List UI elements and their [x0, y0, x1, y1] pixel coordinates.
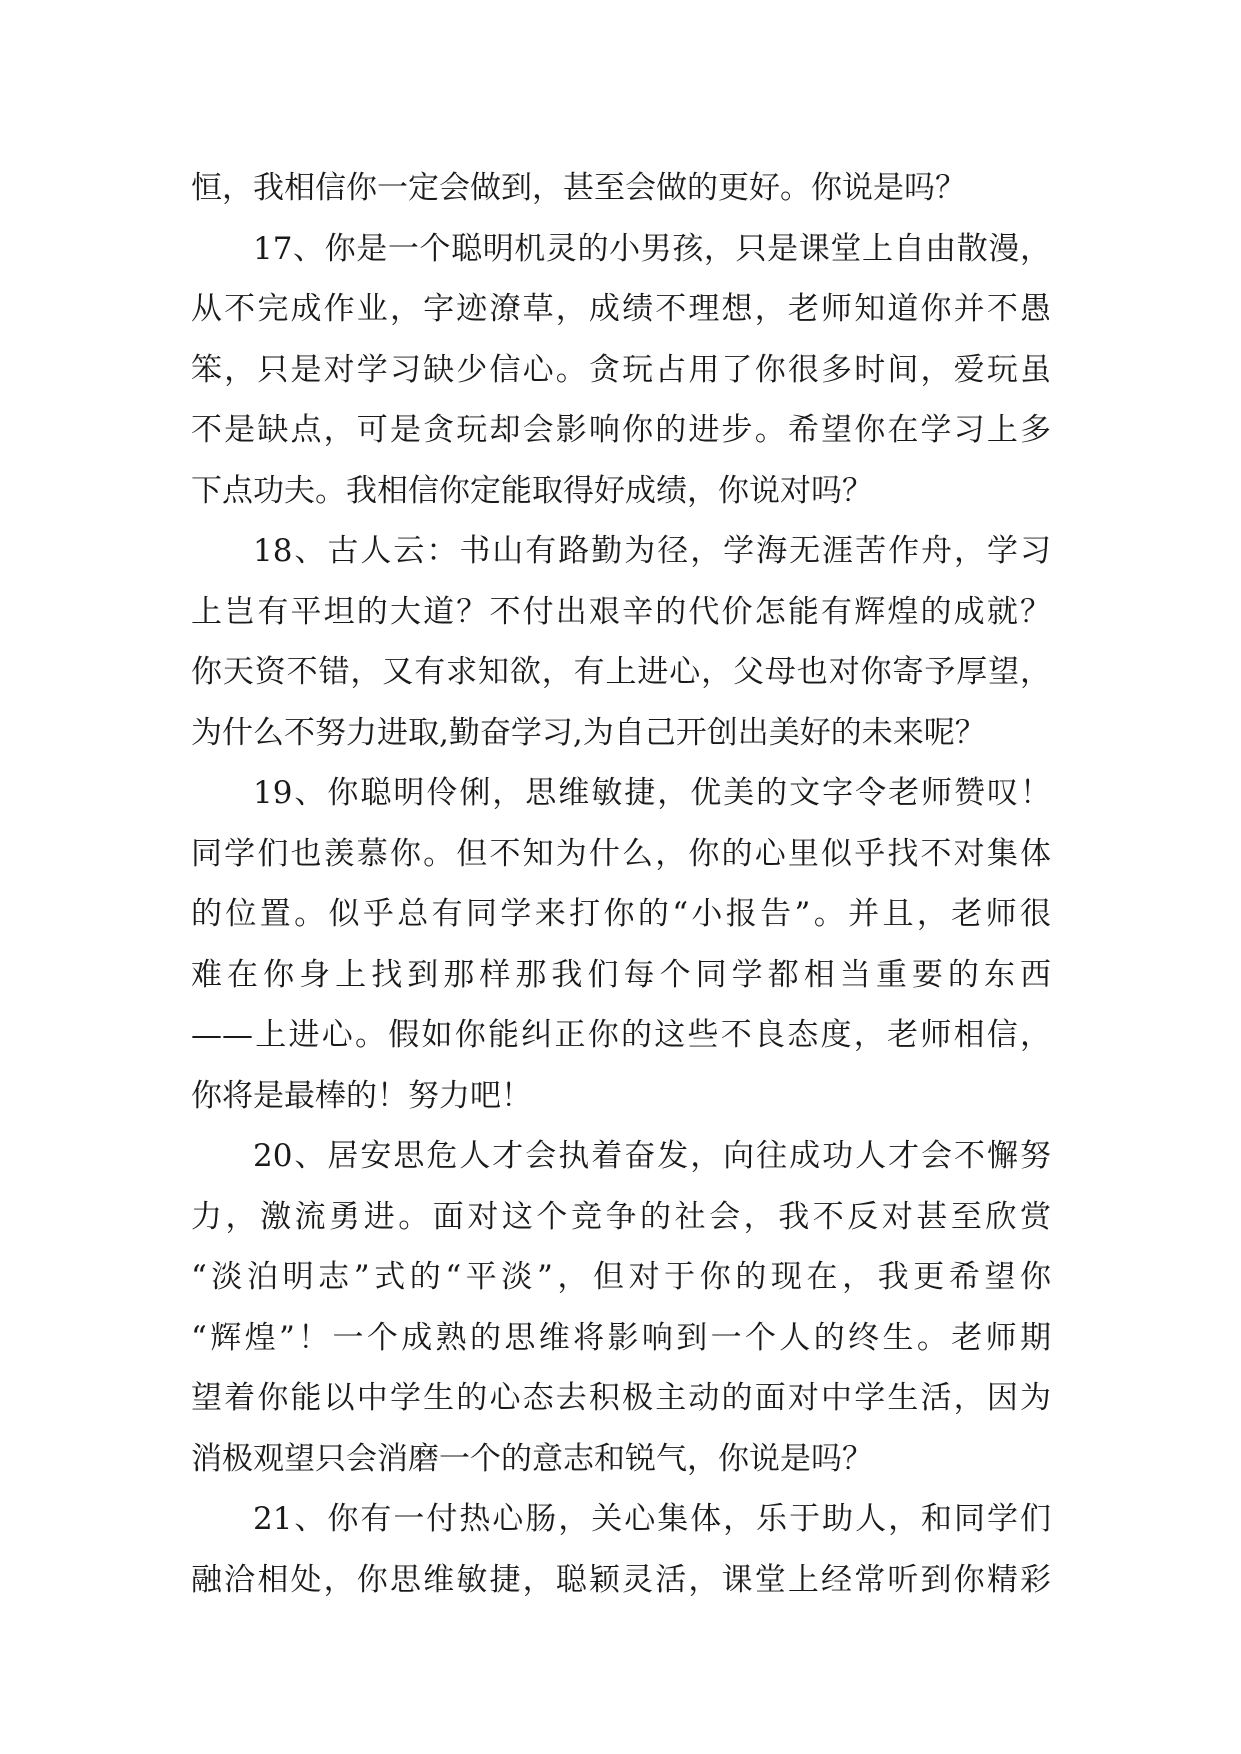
document-page — [191, 158, 1051, 1610]
text-line: ——上进心。假如你能纠正你的这些不良态度，老师相信， — [191, 1017, 1051, 1053]
text-line: 同学们也羡慕你。但不知为什么，你的心里似乎找不对集体 — [191, 835, 1051, 872]
text-line: 恒，我相信你一定会做到，甚至会做的更好。你说是吗？ — [191, 170, 966, 206]
text-line: 融洽相处，你思维敏捷，聪颖灵活，课堂上经常听到你精彩 — [191, 1561, 1051, 1598]
text-line: 你将是最棒的！努力吧！ — [191, 1077, 532, 1114]
text-line: 20、居安思危人才会执着奋发，向往成功人才会不懈努 — [253, 1138, 1051, 1174]
text-line: 不是缺点，可是贪玩却会影响你的进步。希望你在学习上多 — [191, 412, 1051, 448]
text-line: 下点功夫。我相信你定能取得好成绩，你说对吗？ — [191, 472, 873, 509]
text-line: 消极观望只会消磨一个的意志和锐气，你说是吗？ — [191, 1440, 873, 1477]
text-line: 难在你身上找到那样那我们每个同学都相当重要的东西 — [191, 956, 1051, 993]
text-line: 力，激流勇进。面对这个竞争的社会，我不反对甚至欣赏 — [191, 1198, 1051, 1235]
text-line: 19、你聪明伶俐，思维敏捷，优美的文字令老师赞叹！ — [253, 775, 1051, 811]
text-line: “辉煌”！一个成熟的思维将影响到一个人的终生。老师期 — [191, 1319, 1051, 1356]
text-line: 为什么不努力进取,勤奋学习,为自己开创出美好的未来呢？ — [191, 714, 986, 751]
text-line: 上岂有平坦的大道？不付出艰辛的代价怎能有辉煌的成就？ — [191, 593, 1051, 630]
text-line: 17、你是一个聪明机灵的小男孩，只是课堂上自由散漫， — [253, 230, 1051, 267]
text-line: 望着你能以中学生的心态去积极主动的面对中学生活，因为 — [191, 1380, 1051, 1416]
text-line: 的位置。似乎总有同学来打你的“小报告”。并且，老师很 — [191, 896, 1051, 932]
text-line: 21、你有一付热心肠，关心集体，乐于助人，和同学们 — [253, 1501, 1051, 1537]
text-line: 18、古人云：书山有路勤为径，学海无涯苦作舟，学习 — [253, 533, 1051, 569]
text-line: 笨，只是对学习缺少信心。贪玩占用了你很多时间，爱玩虽 — [191, 351, 1051, 388]
text-line: “淡泊明志”式的“平淡”，但对于你的现在，我更希望你 — [191, 1259, 1051, 1295]
text-line: 从不完成作业，字迹潦草，成绩不理想，老师知道你并不愚 — [191, 291, 1051, 327]
text-line: 你天资不错，又有求知欲，有上进心，父母也对你寄予厚望， — [191, 654, 1051, 690]
